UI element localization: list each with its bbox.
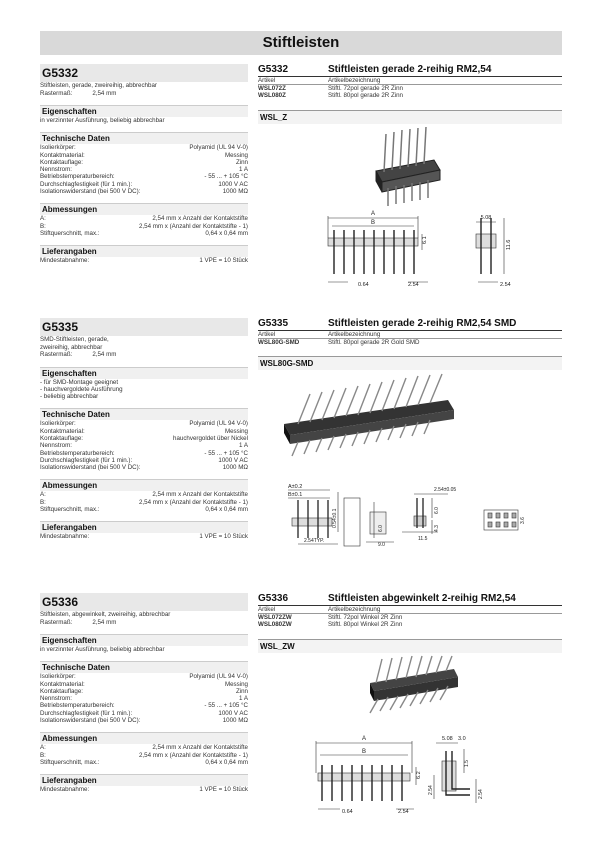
tech-row: Kontaktmaterial: Messing [40, 680, 248, 688]
dim-h1: 0.54±0.1 [332, 508, 338, 529]
dim-h4: 2.54 [478, 788, 484, 799]
side-view [434, 743, 476, 803]
product-description: zweireihig, abbrechbar [40, 343, 103, 351]
dim-h2: 6.0 [378, 525, 384, 533]
heading-abmessungen: Abmessungen [40, 479, 248, 491]
tech-row: Kontaktauflage: Zinn [40, 687, 248, 695]
dim-p3: 2.54 [500, 281, 511, 288]
eigenschaft-item: in verzinnter Ausführung, beliebig abbrechbar [40, 646, 165, 653]
article-title: Stiftleisten gerade 2-reihig RM2,54 SMD [328, 318, 517, 329]
heading-technische-daten: Technische Daten [40, 661, 248, 673]
raster-line: Rastermaß: 2,54 mm [40, 351, 117, 358]
front-view [328, 216, 428, 282]
eigenschaft-item: - für SMD-Montage geeignet [40, 378, 119, 386]
section-g5335 [40, 318, 562, 578]
article-panel [258, 318, 562, 547]
dim-h2: 2.54 [428, 784, 434, 795]
heading-eigenschaften: Eigenschaften [40, 105, 248, 117]
tech-row: Kontaktmaterial: Messing [40, 151, 248, 159]
article-table [258, 77, 562, 100]
article-header: G5336 Stiftleisten abgewinkelt 2-reihig RM2,54 [258, 593, 562, 606]
abm-row: Stiftquerschnitt, max.: 0,64 x 0,64 mm [40, 506, 248, 514]
tech-row: Isolationswiderstand (bei 500 V DC): 1000 MΩ [40, 188, 248, 196]
article-table-header: Artikel Artikelbezeichnung [258, 77, 562, 85]
tech-row: Nennstrom: 1 A [40, 442, 248, 450]
lief-row: Mindestabnahme: 1 VPE = 10 Stück [40, 533, 248, 541]
product-info [40, 593, 248, 794]
abm-row: A: 2,54 mm x Anzahl der Kontaktstifte [40, 215, 248, 223]
raster-line: Rastermaß: 2,54 mm [40, 618, 117, 626]
tech-row: Betriebstemperaturbereich: - 55 ... + 105 °C [40, 173, 248, 181]
header-3d-illustration [370, 656, 458, 713]
tech-row: Isolationswiderstand (bei 500 V DC): 1000 MΩ [40, 717, 248, 725]
dim-w2: 3.0 [458, 735, 466, 742]
heading-eigenschaften: Eigenschaften [40, 367, 248, 379]
header-3d-illustration [284, 374, 454, 456]
heading-technische-daten: Technische Daten [40, 132, 248, 144]
variant-label: WSL80G-SMD [258, 356, 562, 370]
tech-row: Durchschlagfestigkeit (für 1 min.): 1000 V AC [40, 709, 248, 717]
dim-p2: 9.0 [378, 542, 385, 548]
product-code: G5336 [40, 593, 248, 611]
dim-h2: 11.6 [506, 239, 512, 250]
article-row: WSL072Z Stiftl. 72pol gerade 2R Zinn [258, 85, 403, 93]
tech-row: Isolierkörper: Polyamid (UL 94 V-0) [40, 144, 248, 152]
section-g5332 [40, 64, 562, 294]
dim-a: A [370, 210, 376, 217]
page-title-banner [40, 31, 562, 55]
tech-row: Isolierkörper: Polyamid (UL 94 V-0) [40, 673, 248, 681]
product-code: G5332 [40, 64, 248, 82]
product-description: Stiftleisten, gerade, zweireihig, abbrechbar [40, 82, 157, 89]
product-drawing [258, 372, 562, 547]
tech-list [40, 144, 248, 195]
dim-h4: 4.3 [434, 525, 440, 533]
product-description: SMD-Stiftleisten, gerade, [40, 336, 109, 343]
article-title: Stiftleisten gerade 2-reihig RM2,54 [328, 64, 492, 75]
article-table [258, 606, 562, 629]
dim-p1: 2.54TYP. [304, 538, 325, 545]
article-panel [258, 64, 562, 291]
tech-row: Isolationswiderstand (bei 500 V DC): 1000 MΩ [40, 464, 248, 472]
tech-row: Nennstrom: 1 A [40, 166, 248, 174]
eigenschaft-item: - hauchvergoldete Ausführung [40, 385, 123, 393]
heading-technische-daten: Technische Daten [40, 408, 248, 420]
abm-row: Stiftquerschnitt, max.: 0,64 x 0,64 mm [40, 229, 248, 237]
dim-h3: 1.5 [464, 759, 470, 767]
eigenschaft-item: in verzinnter Ausführung, beliebig abbrechbar [40, 117, 165, 124]
dim-p3: 11.5 [418, 536, 428, 543]
article-row: WSL072ZW Stiftl. 72pol Winkel 2R Zinn [258, 614, 403, 622]
abm-row: A: 2,54 mm x Anzahl der Kontaktstifte [40, 744, 248, 752]
dim-p2: 2.54 [408, 281, 419, 288]
abm-row: B: 2,54 mm x (Anzahl der Kontaktstifte - 1) [40, 751, 248, 759]
article-row: WSL80G-SMD Stiftl. 80pol gerade 2R Gold SMD [258, 339, 420, 347]
article-row: WSL080Z Stiftl. 80pol gerade 2R Zinn [258, 92, 403, 100]
dim-p2: 2.54 [398, 808, 409, 815]
detail-view [402, 494, 448, 534]
eigenschaft-item: - beliebig abbrechbar [40, 393, 99, 401]
heading-abmessungen: Abmessungen [40, 203, 248, 215]
footprint-view [484, 510, 518, 530]
heading-eigenschaften: Eigenschaften [40, 634, 248, 646]
tech-row: Nennstrom: 1 A [40, 695, 248, 703]
tech-row: Durchschlagfestigkeit (für 1 min.): 1000 V AC [40, 456, 248, 464]
article-table-header: Artikel Artikelbezeichnung [258, 331, 562, 339]
lief-row: Mindestabnahme: 1 VPE = 10 Stück [40, 257, 248, 265]
dim-w1: 5.08 [480, 214, 492, 221]
side-view [476, 218, 504, 282]
article-header: G5332 Stiftleisten gerade 2-reihig RM2,54 [258, 64, 562, 77]
abm-row: A: 2,54 mm x Anzahl der Kontaktstifte [40, 491, 248, 499]
dim-b: B [370, 219, 376, 226]
heading-lieferangaben: Lieferangaben [40, 245, 248, 257]
page-title: Stiftleisten [262, 34, 340, 51]
abm-row: B: 2,54 mm x (Anzahl der Kontaktstifte - 1) [40, 222, 248, 230]
tech-row: Kontaktmaterial: Messing [40, 427, 248, 435]
article-table [258, 331, 562, 346]
raster-line: Rastermaß: 2,54 mm [40, 89, 117, 97]
dim-b: B±0.1 [288, 492, 303, 499]
tech-list [40, 420, 248, 471]
dim-w1: 5.08 [442, 735, 453, 742]
tech-row: Betriebstemperaturbereich: - 55 ... + 105 °C [40, 702, 248, 710]
dim-w1: 2.54±0.05 [434, 487, 457, 494]
dim-a: A [361, 735, 367, 742]
tech-row: Isolierkörper: Polyamid (UL 94 V-0) [40, 420, 248, 428]
tech-list [40, 673, 248, 724]
article-table-header: Artikel Artikelbezeichnung [258, 606, 562, 614]
header-3d-illustration [376, 127, 440, 206]
product-description: Stiftleisten, abgewinkelt, zweireihig, abbrechbar [40, 611, 171, 618]
lief-row: Mindestabnahme: 1 VPE = 10 Stück [40, 786, 248, 794]
dim-h5: 3.6 [520, 517, 526, 525]
product-drawing [258, 655, 562, 825]
abm-row: Stiftquerschnitt, max.: 0,64 x 0,64 mm [40, 758, 248, 766]
dim-b: B [361, 748, 367, 755]
article-title: Stiftleisten abgewinkelt 2-reihig RM2,54 [328, 593, 516, 604]
dim-a: A±0.2 [288, 484, 303, 491]
product-info [40, 318, 248, 541]
side-view [366, 502, 394, 542]
article-panel [258, 593, 562, 825]
tech-row: Kontaktauflage: Zinn [40, 158, 248, 166]
variant-label: WSL_ZW [258, 639, 562, 653]
dim-h1: 6.1 [422, 235, 428, 244]
heading-lieferangaben: Lieferangaben [40, 521, 248, 533]
section-g5336 [40, 593, 562, 843]
variant-label: WSL_Z [258, 110, 562, 124]
product-code: G5335 [40, 318, 248, 336]
article-header: G5335 Stiftleisten gerade 2-reihig RM2,54 SMD [258, 318, 562, 331]
tech-row: Durchschlagfestigkeit (für 1 min.): 1000 V AC [40, 180, 248, 188]
heading-abmessungen: Abmessungen [40, 732, 248, 744]
dim-h3: 6.0 [434, 507, 440, 515]
tech-row: Betriebstemperaturbereich: - 55 ... + 105 °C [40, 449, 248, 457]
dim-p1: 0.64 [342, 808, 353, 815]
tech-row: Kontaktauflage: hauchvergoldet über Nickel [40, 434, 248, 442]
dim-h1: 6.2 [416, 770, 422, 779]
heading-lieferangaben: Lieferangaben [40, 774, 248, 786]
article-row: WSL080ZW Stiftl. 80pol Winkel 2R Zinn [258, 621, 403, 629]
abm-row: B: 2,54 mm x (Anzahl der Kontaktstifte - 1) [40, 498, 248, 506]
product-info [40, 64, 248, 265]
dim-p1: 0.64 [358, 281, 369, 288]
product-drawing [258, 126, 562, 291]
